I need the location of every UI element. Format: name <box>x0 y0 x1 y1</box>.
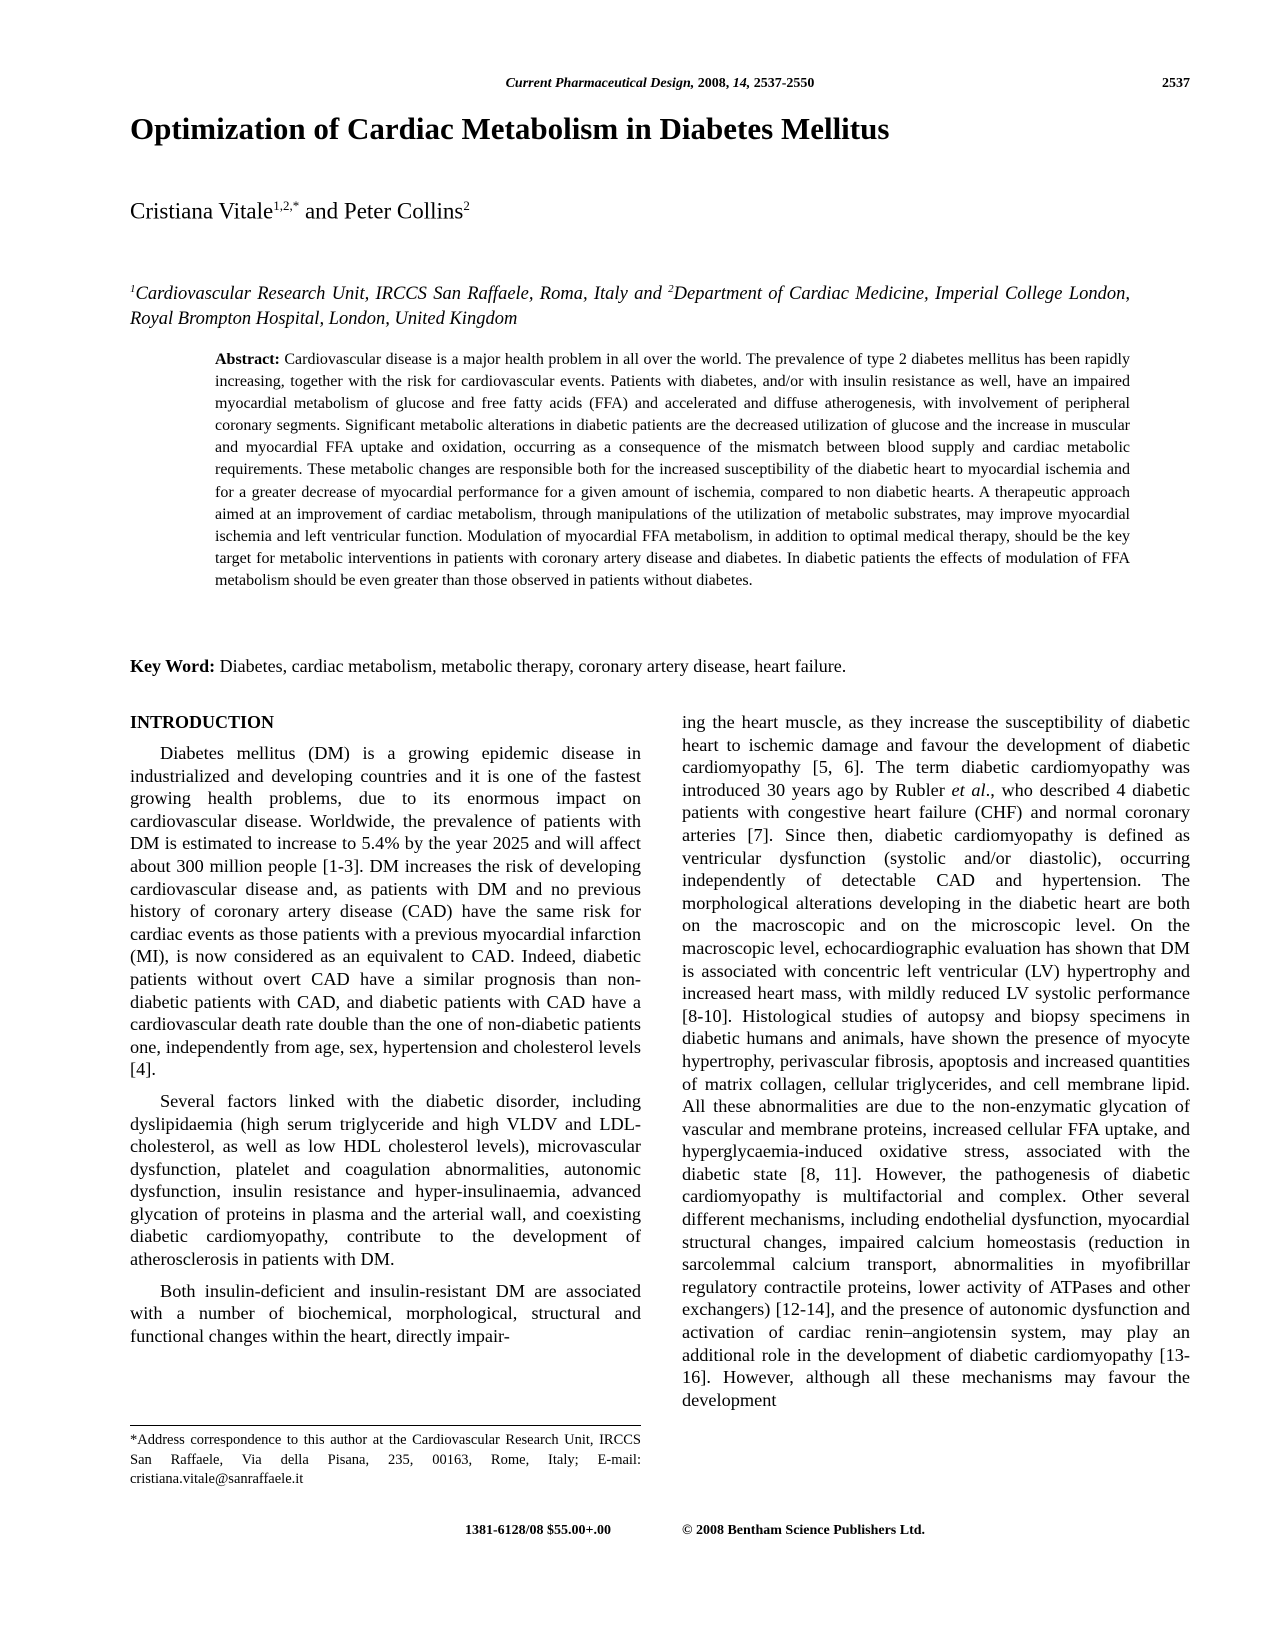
abstract-text: Cardiovascular disease is a major health problem in all over the world. The prevalence of type 2 diabetes mellitus has been rapidly increasing, together with the risk for cardiovascular events. Patients with diabetes, and/or with insulin resistance as well, have an impaired myocardial metabolism of glucose and free fatty acids (FFA) and accelerated and diffuse atherogenesis, with involvement of peripheral coronary segments. Significant metabolic alterations in diabetic patients are the decreased utilization of glucose and the increase in muscular and myocardial FFA uptake and oxidation, occurring as a consequence of the mismatch between blood supply and cardiac metabolic requirements. These metabolic changes are responsible both for the increased susceptibility of the diabetic heart to myocardial ischemia and for a greater decrease of myocardial performance for a given amount of ischemia, compared to non diabetic hearts. A therapeutic approach aimed at an improvement of cardiac metabolism, through manipulations of the utilization of metabolic substrates, may improve myocardial ischemia and left ventricular function. Modulation of myocardial FFA metabolism, in addition to optimal medical therapy, should be the key target for metabolic interventions in patients with coronary artery disease and diabetes. In diabetic patients the effects of modulation of FFA metabolism should be even greater than those observed in patients without diabetes. <box>215 351 1130 589</box>
paragraph-text: ing the heart muscle, as they increase the susceptibility of diabetic heart to ischemic damage and favour the development of diabetic cardiomyopathy [5, 6]. The term diabetic cardiomyopathy was introduced 30 years ago by Rubler <box>682 712 1190 800</box>
affiliations <box>130 277 1130 332</box>
author-superscript: 1,2,* <box>273 198 300 213</box>
footnote-divider <box>130 1425 641 1426</box>
running-header <box>130 76 1190 96</box>
affiliation-marker: 1 <box>130 283 136 295</box>
author-superscript: 2 <box>463 198 470 213</box>
keywords-text: Diabetes, cardiac metabolism, metabolic therapy, coronary artery disease, heart failure. <box>215 656 847 676</box>
article-title: Optimization of Cardiac Metabolism in Diabetes Mellitus <box>130 111 890 146</box>
footnote: *Address correspondence to this author at the Cardiovascular Research Unit, IRCCS San Raffaele, Via della Pisana, 235, 00163, Rome, Italy; E-mail: cristiana.vitale@sanraffaele.it <box>130 1432 641 1487</box>
paragraph <box>682 711 1190 1411</box>
keywords-label: Key Word: <box>130 656 216 676</box>
abstract-label: Abstract: <box>215 351 280 368</box>
author-name: Cristiana Vitale <box>130 198 274 224</box>
affiliation-text: Department of Cardiac Medicine, Imperial College London, Royal Brompton Hospital, London, United Kingdom <box>130 284 1130 330</box>
right-column <box>682 711 1190 1411</box>
page-number: 2537 <box>1162 76 1190 91</box>
section-heading: INTRODUCTION <box>130 712 275 732</box>
paragraph-text: ., who described 4 diabetic patients with congestive heart failure (CHF) and normal coronary arteries [7]. Since then, diabetic cardiomyopathy is defined as ventricular dysfunction (systolic and/or diastolic), occurring independently of detectable CAD and hypertension. The morphological alterations developing in the diabetic heart are both on the macroscopic and on the microscopic level. On the macroscopic level, echocardiographic evaluation has shown that DM is associated with concentric left ventricular (LV) hypertrophy and increased heart mass, with mildly reduced LV systolic performance [8-10]. Histological studies of autopsy and biopsy specimens in diabetic humans and animals, have shown the presence of myocyte hypertrophy, perivascular fibrosis, apoptosis and increased quantities of matrix collagen, cellular triglycerides, and cell membrane lipid. All these abnormalities are due to the non-enzymatic glycation of vascular and membrane proteins, increased cellular FFA uptake, and hyperglycaemia-induced oxidative stress, associated with the diabetic state [8, 11]. However, the pathogenesis of diabetic cardiomyopathy is multifactorial and complex. Other several different mechanisms, including endothelial dysfunction, myocardial structural changes, impaired calcium homeostasis (reduction in sarcolemmal calcium transport, abnormalities in myofibrillar regulatory contractile proteins, lower activity of ATPases and other exchangers) [12-14], and the presence of autonomic dysfunction and activation of cardiac renin–angiotensin system, may play an additional role in the development of diabetic cardiomyopathy [13-16]. However, although all these mechanisms may favour the development <box>682 779 1191 1410</box>
author-name: and Peter Collins <box>299 198 464 224</box>
journal-name: Current Pharmaceutical Design, <box>505 76 695 91</box>
journal-pages: 2537-2550 <box>753 76 815 91</box>
journal-year: 2008, <box>697 76 730 91</box>
paragraph: Several factors linked with the diabetic disorder, including dyslipidaemia (high serum triglyceride and high VLDV and LDL-cholesterol, as well as low HDL cholesterol levels), microvascular dysfunction, platelet and coagulation abnormalities, autonomic dysfunction, insulin resistance and hyper-insulinaemia, advanced glycation of proteins in plasma and the arterial wall, and coexisting diabetic cardiomyopathy, contribute to the development of atherosclerosis in patients with DM. <box>130 1090 641 1270</box>
left-column <box>130 711 641 1347</box>
keywords <box>130 656 1130 677</box>
footer-copyright: © 2008 Bentham Science Publishers Ltd. <box>682 1523 926 1538</box>
journal-volume: 14, <box>732 76 751 91</box>
affiliation-text: Cardiovascular Research Unit, IRCCS San Raffaele, Roma, Italy and <box>135 284 669 305</box>
affiliation-marker: 2 <box>668 283 674 295</box>
paragraph: Both insulin-deficient and insulin-resistant DM are associated with a number of biochemical, morphological, structural and functional changes within the heart, directly impair- <box>130 1280 641 1346</box>
et-al: et al <box>951 779 986 800</box>
footer-issn: 1381-6128/08 $55.00+.00 <box>465 1523 612 1538</box>
paragraph: Diabetes mellitus (DM) is a growing epidemic disease in industrialized and developing countries and it is one of the fastest growing health problems, due to its enormous impact on cardiovascular disease. Worldwide, the prevalence of patients with DM is estimated to increase to 5.4% by the year 2025 and will affect about 300 million people [1-3]. DM increases the risk of developing cardiovascular disease and, as patients with DM and no previous history of coronary artery disease (CAD) have the same risk for cardiac events as those patients with a previous myocardial infarction (MI), is now considered as an equivalent to CAD. Indeed, diabetic patients without overt CAD have a similar prognosis than non-diabetic patients with CAD, and diabetic patients with CAD have a cardiovascular death rate double than the one of non-diabetic patients one, independently from age, sex, hypertension and cholesterol levels [4]. <box>130 743 641 1080</box>
journal-citation <box>130 76 1190 92</box>
author-line <box>130 198 1190 225</box>
abstract <box>215 349 1130 592</box>
